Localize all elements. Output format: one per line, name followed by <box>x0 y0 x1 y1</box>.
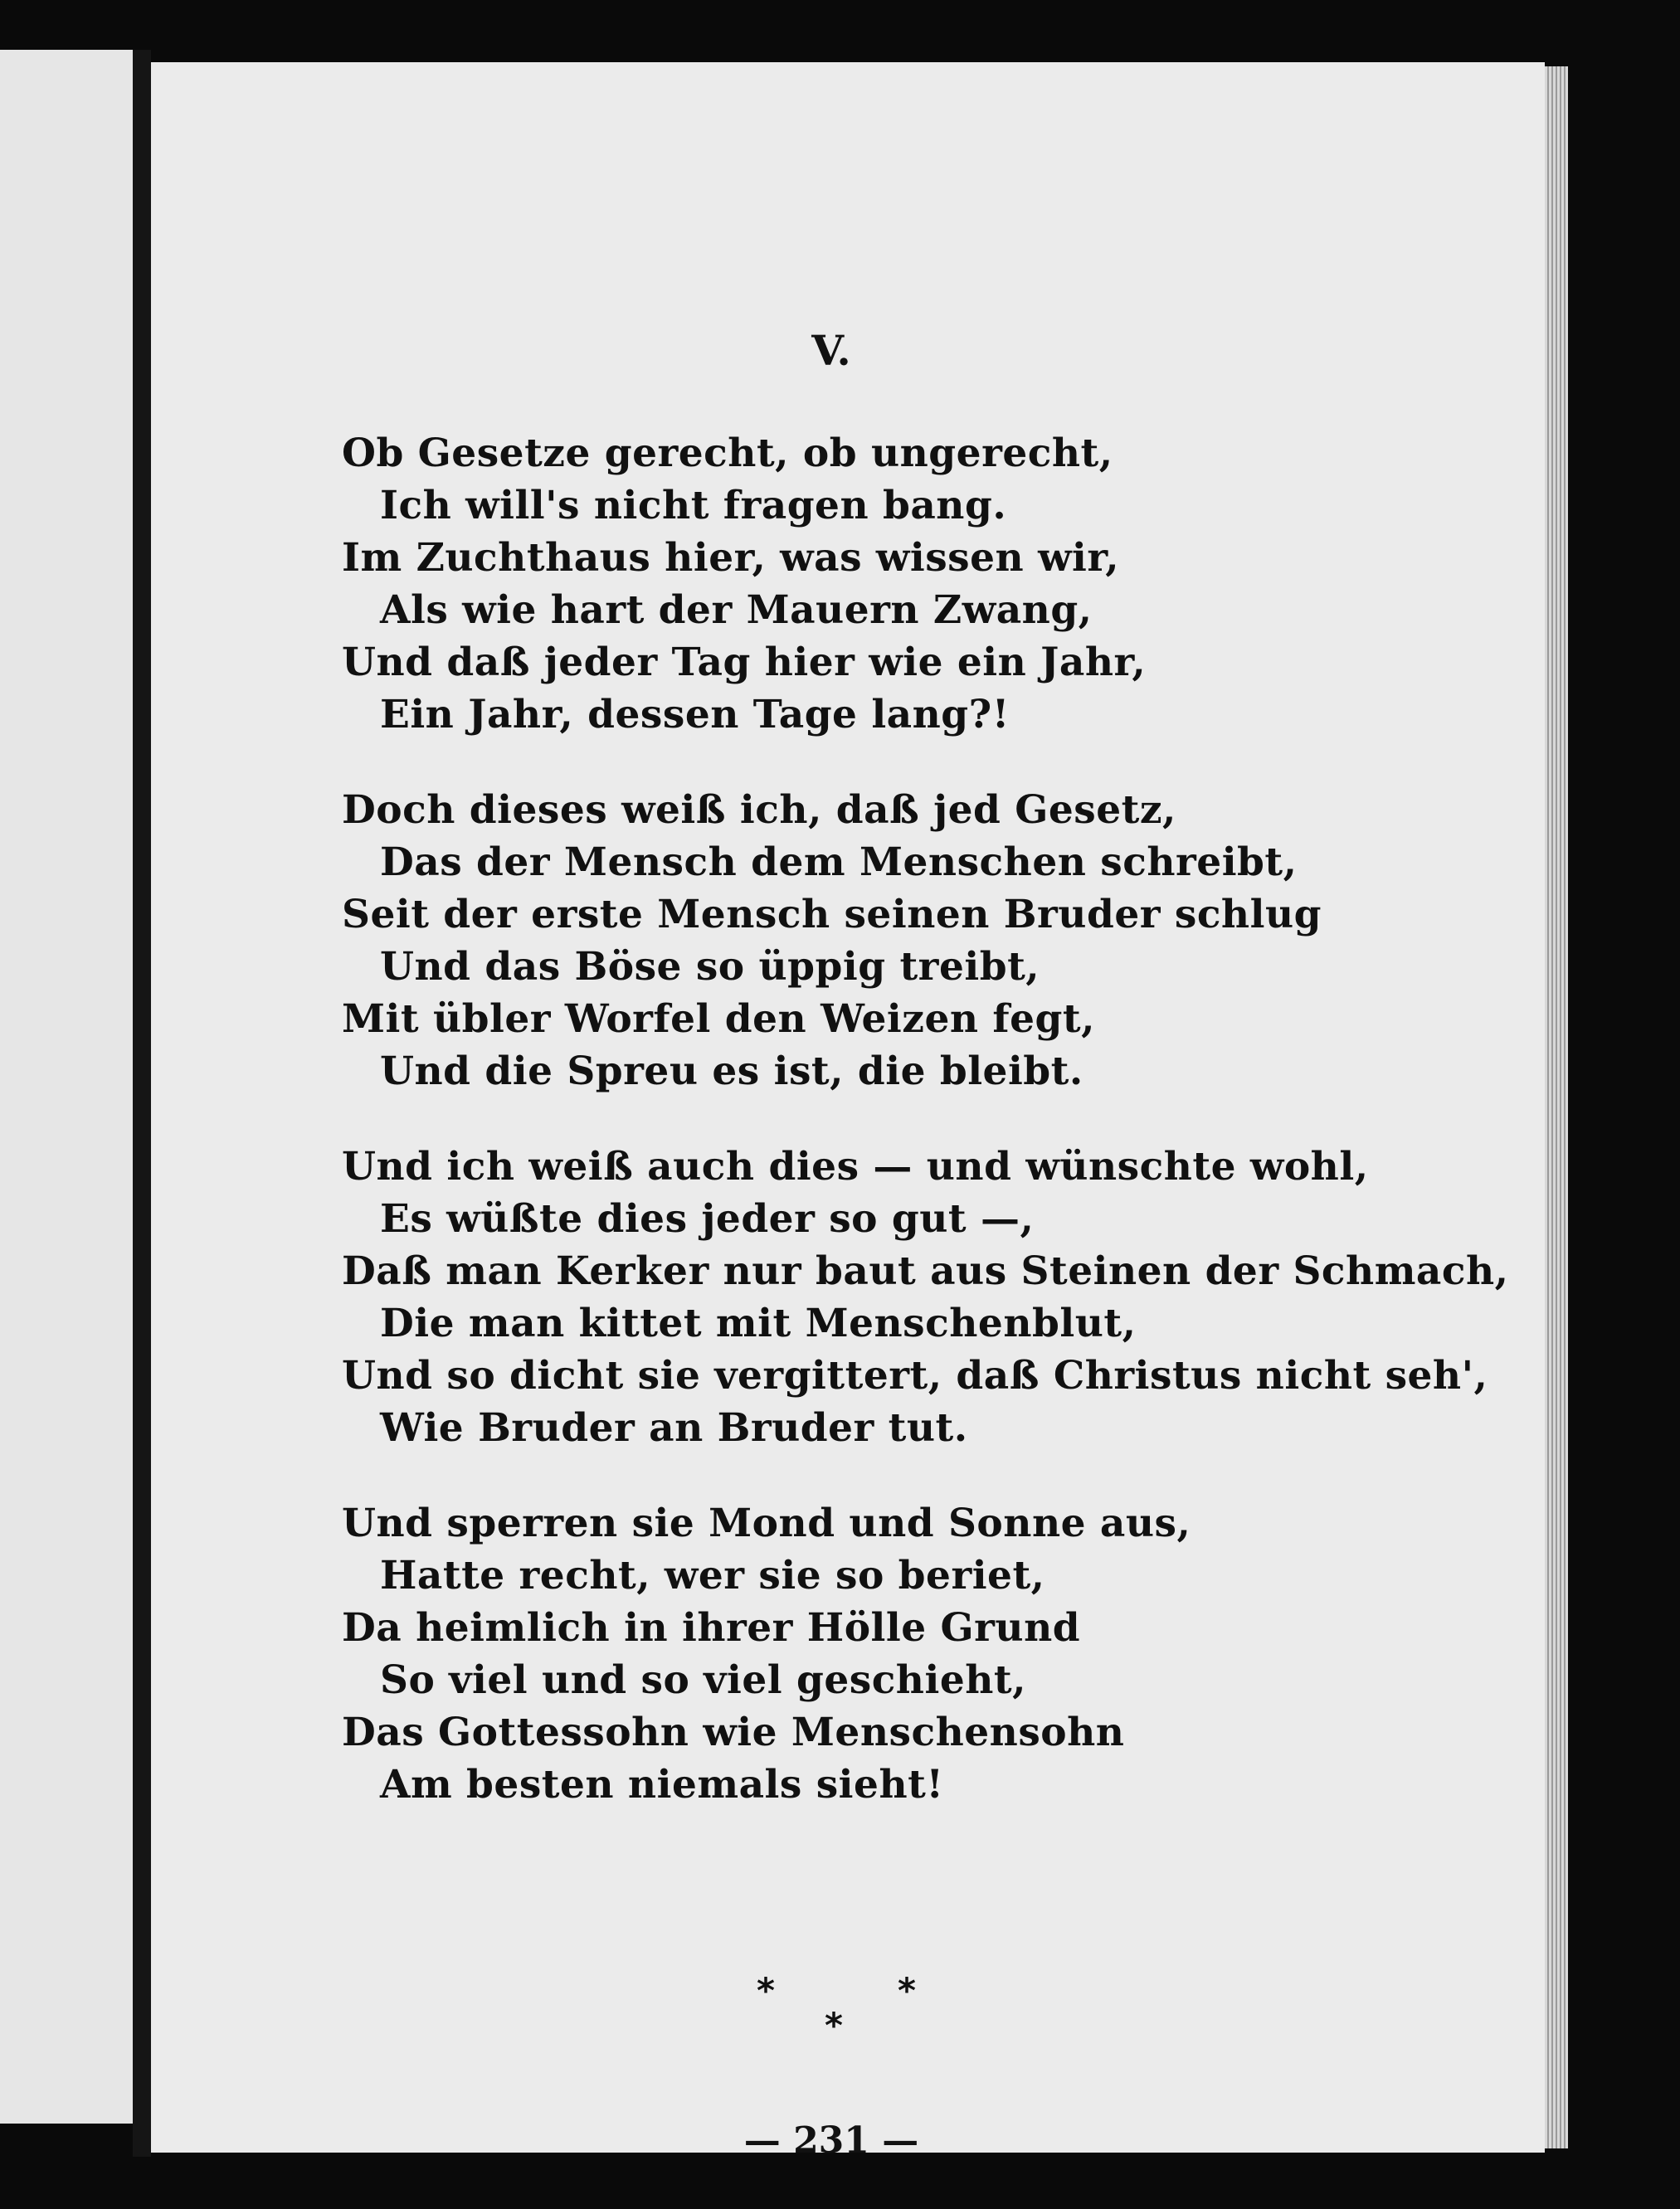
verse-line: Die man kittet mit Menschenblut, <box>380 1301 1137 1346</box>
asterisk-icon: * <box>825 2005 843 2046</box>
verse-line: Da heimlich in ihrer Hölle Grund <box>342 1605 1081 1651</box>
stanza-1 <box>342 427 1462 741</box>
verse-line: Mit übler Worfel den Weizen fegt, <box>342 996 1095 1042</box>
verse-line: Und sperren sie Mond und Sonne aus, <box>342 1501 1191 1546</box>
verse-line: So viel und so viel geschieht, <box>380 1657 1026 1703</box>
verse-line: Ich will's nicht fragen bang. <box>380 483 1007 528</box>
book-gutter <box>133 50 151 2157</box>
asterisk-icon: * <box>757 1970 775 2011</box>
left-page-sliver <box>0 50 133 2124</box>
verse-line: Am besten niemals sieht! <box>380 1762 944 1808</box>
verse-line: Und das Böse so üppig treibt, <box>380 944 1040 990</box>
verse-line: Als wie hart der Mauern Zwang, <box>380 587 1093 633</box>
stanza-2 <box>342 784 1462 1097</box>
verse-line: Das der Mensch dem Menschen schreibt, <box>380 839 1298 885</box>
poem-text-block <box>151 62 1545 2162</box>
verse-line: Im Zuchthaus hier, was wissen wir, <box>342 535 1120 581</box>
verse-line: Und daß jeder Tag hier wie ein Jahr, <box>342 640 1147 685</box>
verse-line: Seit der erste Mensch seinen Bruder schlug <box>342 892 1322 937</box>
verse-line: Und die Spreu es ist, die bleibt. <box>380 1049 1083 1094</box>
verse-line: Und ich weiß auch dies — und wünschte wohl, <box>342 1144 1369 1190</box>
stanza-4 <box>342 1497 1462 1811</box>
asterism-ornament <box>757 1970 916 2046</box>
page-number: — 231 — <box>743 2119 919 2162</box>
book-page <box>151 62 1545 2162</box>
stanza-3 <box>342 1141 1509 1454</box>
verse-line: Wie Bruder an Bruder tut. <box>380 1405 968 1451</box>
verse-line: Und so dicht sie vergittert, daß Christus nicht seh', <box>342 1353 1488 1399</box>
verse-line: Daß man Kerker nur baut aus Steinen der Schmach, <box>342 1248 1509 1294</box>
verse-line: Das Gottessohn wie Menschensohn <box>342 1710 1125 1755</box>
page-block-edge <box>1545 66 1568 2148</box>
verse-line: Ein Jahr, dessen Tage lang?! <box>380 692 1010 737</box>
verse-line: Ob Gesetze gerecht, ob ungerecht, <box>342 431 1113 476</box>
verse-line: Doch dieses weiß ich, daß jed Gesetz, <box>342 787 1176 833</box>
verse-line: Hatte recht, wer sie so beriet, <box>380 1553 1045 1598</box>
verse-line: Es wüßte dies jeder so gut —, <box>380 1196 1035 1242</box>
poem-section-heading: V. <box>811 326 851 375</box>
asterisk-icon: * <box>898 1970 916 2011</box>
